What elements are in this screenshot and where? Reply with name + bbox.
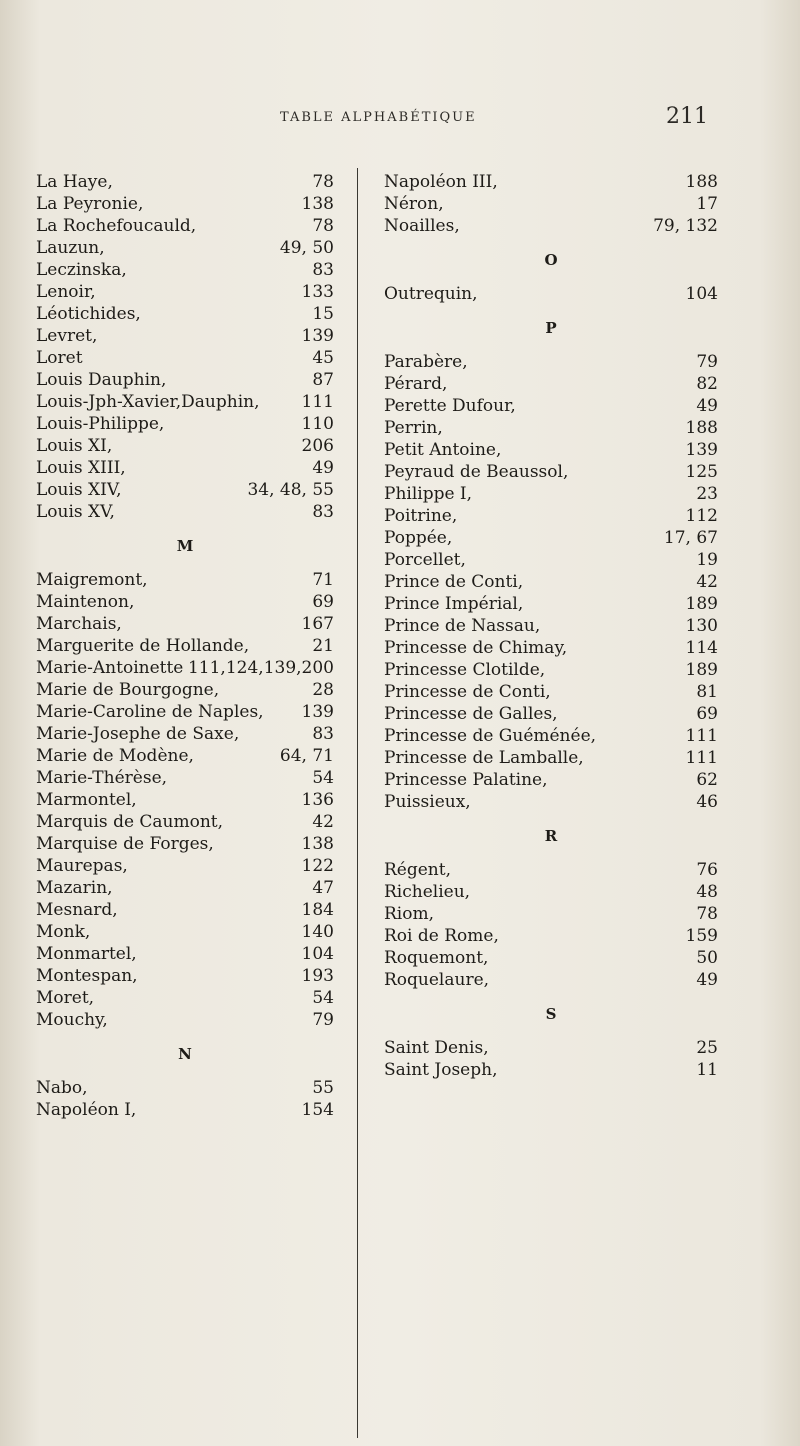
index-group-S xyxy=(384,1037,718,1081)
entry-name: Moret, xyxy=(36,988,95,1008)
index-entry xyxy=(384,1059,718,1081)
index-entry xyxy=(384,439,718,461)
entry-pages: 49 xyxy=(696,970,718,990)
entry-pages: 133 xyxy=(301,282,334,302)
entry-name: Princesse Clotilde, xyxy=(384,660,546,680)
entry-name: Marguerite de Hollande, xyxy=(36,636,250,656)
index-entry xyxy=(36,679,334,701)
index-entry xyxy=(36,855,334,877)
entry-pages: 62 xyxy=(696,770,718,790)
entry-name: Poitrine, xyxy=(384,506,458,526)
index-entry xyxy=(384,1037,718,1059)
entry-name: Marmontel, xyxy=(36,790,137,810)
entry-name: Roi de Rome, xyxy=(384,926,499,946)
index-group-M xyxy=(36,569,334,1031)
entry-pages: 83 xyxy=(312,502,334,522)
entry-name: Peyraud de Beaussol, xyxy=(384,462,569,482)
index-entry xyxy=(384,791,718,813)
index-entry xyxy=(36,635,334,657)
entry-name: Roquemont, xyxy=(384,948,489,968)
index-entry xyxy=(384,549,718,571)
entry-name: Outrequin, xyxy=(384,284,478,304)
index-group-N xyxy=(36,1077,334,1121)
entry-pages: 184 xyxy=(301,900,334,920)
entry-pages: 28 xyxy=(312,680,334,700)
index-entry xyxy=(36,171,334,193)
entry-name: Prince Impérial, xyxy=(384,594,524,614)
entry-name: Louis-Philippe, xyxy=(36,414,165,434)
index-entry xyxy=(384,637,718,659)
entry-pages: 83 xyxy=(312,724,334,744)
entry-pages: 130 xyxy=(685,616,718,636)
index-entry xyxy=(36,789,334,811)
entry-name: Prince de Nassau, xyxy=(384,616,541,636)
entry-name: Marie-Thérèse, xyxy=(36,768,168,788)
index-entry xyxy=(36,435,334,457)
section-heading-P: P xyxy=(545,319,557,337)
index-entry xyxy=(384,283,718,305)
index-entry xyxy=(384,769,718,791)
index-entry xyxy=(384,571,718,593)
entry-name: Princesse de Lamballe, xyxy=(384,748,584,768)
entry-pages: 42 xyxy=(312,812,334,832)
entry-pages: 188 xyxy=(685,418,718,438)
entry-pages: 78 xyxy=(312,216,334,236)
entry-pages: 46 xyxy=(696,792,718,812)
index-entry xyxy=(36,391,334,413)
entry-pages: 104 xyxy=(301,944,334,964)
entry-pages: 112 xyxy=(685,506,718,526)
index-entry xyxy=(36,1009,334,1031)
entry-name: Philippe I, xyxy=(384,484,473,504)
index-entry xyxy=(384,703,718,725)
entry-pages: 79 xyxy=(312,1010,334,1030)
entry-name: Napoléon I, xyxy=(36,1100,137,1120)
index-entry xyxy=(36,767,334,789)
section-heading-R: R xyxy=(544,827,558,845)
entry-pages: 111 xyxy=(301,392,334,412)
entry-name: Richelieu, xyxy=(384,882,471,902)
index-entry xyxy=(36,591,334,613)
left-column xyxy=(36,171,334,1121)
index-entry xyxy=(36,943,334,965)
entry-name: Marie de Bourgogne, xyxy=(36,680,220,700)
index-entry xyxy=(384,681,718,703)
entry-name: Monmartel, xyxy=(36,944,137,964)
entry-pages: 138 xyxy=(301,834,334,854)
index-entry xyxy=(36,811,334,833)
entry-name: Princesse de Conti, xyxy=(384,682,551,702)
entry-name: Loret xyxy=(36,348,83,368)
entry-pages: 189 xyxy=(685,594,718,614)
index-entry xyxy=(36,987,334,1009)
index-entry xyxy=(384,171,718,193)
entry-pages: 45 xyxy=(312,348,334,368)
index-entry xyxy=(36,369,334,391)
entry-name: Marquise de Forges, xyxy=(36,834,214,854)
index-entry xyxy=(384,881,718,903)
index-entry xyxy=(36,237,334,259)
entry-pages: 122 xyxy=(301,856,334,876)
entry-pages: 17, 67 xyxy=(663,528,718,548)
index-entry xyxy=(384,615,718,637)
entry-pages: 49 xyxy=(696,396,718,416)
entry-name: Perrin, xyxy=(384,418,443,438)
entry-pages: 110 xyxy=(301,414,334,434)
entry-pages: 78 xyxy=(696,904,718,924)
entry-name: Prince de Conti, xyxy=(384,572,524,592)
entry-pages: 81 xyxy=(696,682,718,702)
index-entry xyxy=(36,215,334,237)
entry-name: Néron, xyxy=(384,194,444,214)
column-divider xyxy=(357,168,358,1438)
entry-pages: 48 xyxy=(696,882,718,902)
entry-name: Napoléon III, xyxy=(384,172,498,192)
entry-name: Perette Dufour, xyxy=(384,396,516,416)
entry-name: Princesse de Guéménée, xyxy=(384,726,597,746)
index-entry xyxy=(36,899,334,921)
index-entry xyxy=(36,745,334,767)
entry-pages: 167 xyxy=(301,614,334,634)
index-entry xyxy=(36,723,334,745)
index-entry xyxy=(36,657,334,679)
entry-pages: 136 xyxy=(301,790,334,810)
entry-pages: 11 xyxy=(696,1060,718,1080)
entry-name: Régent, xyxy=(384,860,451,880)
entry-pages: 125 xyxy=(685,462,718,482)
entry-name: Pérard, xyxy=(384,374,448,394)
index-entry xyxy=(36,259,334,281)
entry-pages: 64, 71 xyxy=(279,746,334,766)
header-title: TABLE ALPHABÉTIQUE xyxy=(280,110,477,125)
index-entry xyxy=(384,747,718,769)
entry-name: Petit Antoine, xyxy=(384,440,502,460)
entry-name: Marchais, xyxy=(36,614,122,634)
index-entry xyxy=(36,479,334,501)
index-entry xyxy=(36,921,334,943)
section-heading-N: N xyxy=(178,1045,192,1063)
entry-pages: 139 xyxy=(301,702,334,722)
entry-name: Louis Dauphin, xyxy=(36,370,167,390)
entry-pages: 193 xyxy=(301,966,334,986)
entry-pages: 82 xyxy=(696,374,718,394)
index-entry xyxy=(36,325,334,347)
right-column xyxy=(384,171,718,1081)
entry-name: Levret, xyxy=(36,326,98,346)
entry-name: Montespan, xyxy=(36,966,138,986)
index-group-R xyxy=(384,859,718,991)
entry-pages: 71 xyxy=(312,570,334,590)
entry-name: Marquis de Caumont, xyxy=(36,812,224,832)
entry-pages: 139 xyxy=(685,440,718,460)
entry-name: Louis XV, xyxy=(36,502,115,522)
entry-name: Louis XI, xyxy=(36,436,113,456)
entry-name: Léotichides, xyxy=(36,304,141,324)
entry-pages: 140 xyxy=(301,922,334,942)
entry-pages: 87 xyxy=(312,370,334,390)
entry-name: Maintenon, xyxy=(36,592,135,612)
entry-pages: 25 xyxy=(696,1038,718,1058)
index-entry xyxy=(384,461,718,483)
index-entry xyxy=(384,193,718,215)
index-entry xyxy=(36,833,334,855)
index-entry xyxy=(384,351,718,373)
index-group-P xyxy=(384,351,718,813)
entry-name: Louis XIII, xyxy=(36,458,126,478)
entry-name: La Rochefoucauld, xyxy=(36,216,197,236)
index-entry xyxy=(384,215,718,237)
entry-name: Princesse de Chimay, xyxy=(384,638,568,658)
index-entry xyxy=(36,877,334,899)
entry-pages: 138 xyxy=(301,194,334,214)
index-entry xyxy=(384,947,718,969)
section-heading-M: M xyxy=(176,537,194,555)
entry-pages: 54 xyxy=(312,988,334,1008)
entry-pages: 15 xyxy=(312,304,334,324)
entry-pages: 34, 48, 55 xyxy=(247,480,334,500)
entry-pages: 159 xyxy=(685,926,718,946)
index-entry xyxy=(36,303,334,325)
index-entry xyxy=(384,859,718,881)
entry-name: Mazarin, xyxy=(36,878,113,898)
entry-name: Marie-Antoinette xyxy=(36,658,184,678)
index-entry xyxy=(36,965,334,987)
entry-pages: 49, 50 xyxy=(279,238,334,258)
entry-name: Porcellet, xyxy=(384,550,466,570)
index-entry xyxy=(36,613,334,635)
entry-pages: 206 xyxy=(301,436,334,456)
entry-pages: 42 xyxy=(696,572,718,592)
index-entry xyxy=(36,193,334,215)
index-entry xyxy=(384,527,718,549)
entry-name: Marie-Caroline de Naples, xyxy=(36,702,264,722)
index-entry xyxy=(36,701,334,723)
entry-pages: 139 xyxy=(301,326,334,346)
index-entry xyxy=(384,969,718,991)
entry-name: Saint Denis, xyxy=(384,1038,489,1058)
index-entry xyxy=(384,659,718,681)
index-entry xyxy=(36,501,334,523)
index-entry xyxy=(36,569,334,591)
entry-name: Mouchy, xyxy=(36,1010,108,1030)
running-header xyxy=(0,104,800,134)
section-heading-S: S xyxy=(545,1005,557,1023)
entry-pages: 49 xyxy=(312,458,334,478)
entry-pages: 50 xyxy=(696,948,718,968)
index-entry xyxy=(36,281,334,303)
index-entry xyxy=(384,725,718,747)
entry-pages: 79 xyxy=(696,352,718,372)
index-entry xyxy=(36,347,334,369)
entry-pages: 114 xyxy=(685,638,718,658)
entry-name: Saint Joseph, xyxy=(384,1060,498,1080)
index-entry xyxy=(384,483,718,505)
entry-pages: 19 xyxy=(696,550,718,570)
entry-name: Louis XIV, xyxy=(36,480,122,500)
section-heading-O: O xyxy=(544,251,558,269)
index-group-O xyxy=(384,283,718,305)
entry-name: Lenoir, xyxy=(36,282,96,302)
entry-name: Monk, xyxy=(36,922,91,942)
index-entry xyxy=(384,505,718,527)
page-number: 211 xyxy=(666,104,708,129)
entry-pages: 111,124,139,200 xyxy=(187,658,334,678)
entry-pages: 104 xyxy=(685,284,718,304)
entry-name: Mesnard, xyxy=(36,900,118,920)
entry-pages: 189 xyxy=(685,660,718,680)
entry-name: Marie-Josephe de Saxe, xyxy=(36,724,240,744)
entry-name: Roquelaure, xyxy=(384,970,490,990)
entry-name: La Peyronie, xyxy=(36,194,144,214)
entry-pages: 21 xyxy=(312,636,334,656)
entry-name: Princesse Palatine, xyxy=(384,770,548,790)
entry-pages: 54 xyxy=(312,768,334,788)
entry-pages: 17 xyxy=(696,194,718,214)
index-entry xyxy=(36,1077,334,1099)
entry-pages: 69 xyxy=(312,592,334,612)
entry-pages: 23 xyxy=(696,484,718,504)
entry-pages: 55 xyxy=(312,1078,334,1098)
entry-pages: 154 xyxy=(301,1100,334,1120)
entry-name: Princesse de Galles, xyxy=(384,704,558,724)
entry-name: Riom, xyxy=(384,904,434,924)
entry-pages: 188 xyxy=(685,172,718,192)
entry-name: Marie de Modène, xyxy=(36,746,194,766)
entry-name: Noailles, xyxy=(384,216,460,236)
index-entry xyxy=(384,395,718,417)
index-entry xyxy=(384,593,718,615)
entry-name: La Haye, xyxy=(36,172,113,192)
entry-name: Louis-Jph-Xavier,Dauphin, xyxy=(36,392,260,412)
entry-pages: 79, 132 xyxy=(653,216,718,236)
entry-pages: 111 xyxy=(685,748,718,768)
entry-name: Maigremont, xyxy=(36,570,148,590)
entry-name: Poppée, xyxy=(384,528,453,548)
index-group-L xyxy=(36,171,334,523)
index-entry xyxy=(384,903,718,925)
entry-pages: 47 xyxy=(312,878,334,898)
entry-name: Nabo, xyxy=(36,1078,88,1098)
entry-name: Lauzun, xyxy=(36,238,105,258)
index-entry xyxy=(384,373,718,395)
entry-pages: 69 xyxy=(696,704,718,724)
entry-name: Parabère, xyxy=(384,352,468,372)
index-entry xyxy=(36,413,334,435)
index-entry xyxy=(36,1099,334,1121)
index-group-N-cont xyxy=(384,171,718,237)
entry-pages: 111 xyxy=(685,726,718,746)
entry-pages: 83 xyxy=(312,260,334,280)
index-entry xyxy=(384,417,718,439)
index-entry xyxy=(384,925,718,947)
entry-pages: 78 xyxy=(312,172,334,192)
entry-name: Puissieux, xyxy=(384,792,471,812)
index-entry xyxy=(36,457,334,479)
entry-name: Maurepas, xyxy=(36,856,128,876)
entry-pages: 76 xyxy=(696,860,718,880)
entry-name: Leczinska, xyxy=(36,260,127,280)
